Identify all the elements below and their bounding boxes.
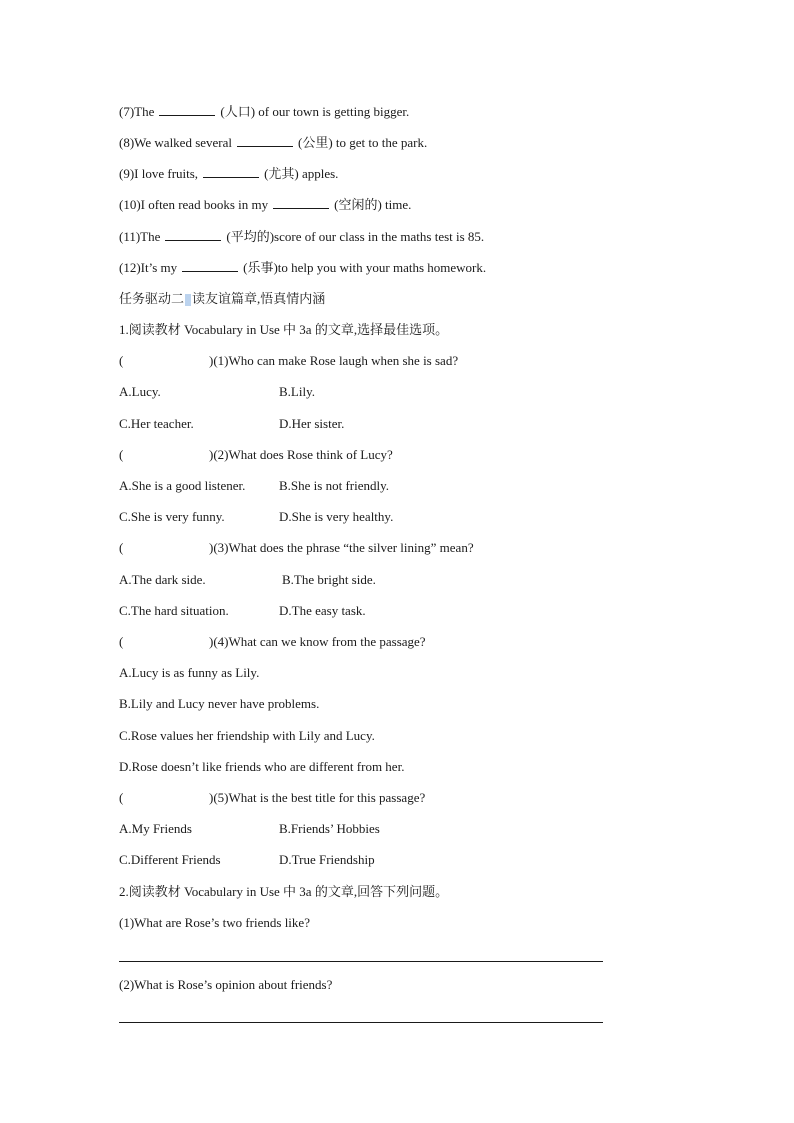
question-5 [119, 790, 425, 806]
cursor-marker-icon [185, 294, 191, 306]
question-1 [119, 353, 458, 369]
question-2 [119, 447, 393, 463]
answer-blank[interactable] [203, 166, 259, 178]
answer-blank[interactable] [159, 104, 215, 116]
question-4 [119, 634, 426, 650]
option-c: C.Rose values her friendship with Lily and Lucy. [119, 728, 375, 743]
fill-blank-prefix: (9)I love fruits, [119, 166, 199, 181]
fill-blank-7 [119, 104, 409, 120]
fill-blank-hint: (乐事)to help you with your maths homework. [243, 260, 487, 275]
option-d: D.True Friendship [279, 852, 375, 867]
option-c: C.Different Friends [119, 852, 221, 867]
answer-blank[interactable] [182, 260, 238, 272]
answer-blank[interactable] [237, 135, 293, 147]
fill-blank-8 [119, 135, 427, 151]
answer-line[interactable] [119, 1022, 603, 1023]
fill-blank-10 [119, 197, 411, 213]
part2-instruction: 2.阅读教材 Vocabulary in Use 中 3a 的文章,回答下列问题。 [119, 884, 449, 899]
option-c: C.Her teacher. [119, 416, 194, 431]
fill-blank-prefix: (8)We walked several [119, 135, 233, 150]
question-text: )(4)What can we know from the passage? [209, 634, 426, 649]
task-label: 任务驱动二 [119, 291, 185, 306]
fill-blank-prefix: (7)The [119, 104, 155, 119]
option-a: A.Lucy is as funny as Lily. [119, 665, 260, 680]
option-a: A.My Friends [119, 821, 192, 836]
fill-blank-hint: (人口) of our town is getting bigger. [220, 104, 410, 119]
option-a: A.The dark side. [119, 572, 206, 587]
option-b: B.She is not friendly. [279, 478, 390, 493]
question-text: )(3)What does the phrase “the silver lining” mean? [209, 540, 474, 555]
question-text: )(5)What is the best title for this passage? [209, 790, 426, 805]
fill-blank-hint: (空闲的) time. [334, 197, 412, 212]
option-a: A.Lucy. [119, 384, 161, 399]
question-3 [119, 540, 474, 556]
answer-paren[interactable]: ( [119, 634, 124, 649]
answer-blank[interactable] [273, 197, 329, 209]
answer-paren[interactable]: ( [119, 353, 124, 368]
question-text: )(2)What does Rose think of Lucy? [209, 447, 393, 462]
fill-blank-prefix: (11)The [119, 229, 161, 244]
part1-instruction: 1.阅读教材 Vocabulary in Use 中 3a 的文章,选择最佳选项。 [119, 322, 449, 337]
answer-blank[interactable] [165, 229, 221, 241]
option-b: B.Lily. [279, 384, 315, 399]
option-b: B.Lily and Lucy never have problems. [119, 696, 320, 711]
answer-paren[interactable]: ( [119, 540, 124, 555]
option-d: D.The easy task. [279, 603, 366, 618]
option-c: C.The hard situation. [119, 603, 229, 618]
option-d: D.Her sister. [279, 416, 345, 431]
fill-blank-prefix: (12)It’s my [119, 260, 178, 275]
fill-blank-12 [119, 260, 486, 276]
fill-blank-hint: (公里) to get to the park. [298, 135, 428, 150]
fill-blank-prefix: (10)I often read books in my [119, 197, 269, 212]
task-title: 读友谊篇章,悟真情内涵 [192, 291, 326, 306]
option-a: A.She is a good listener. [119, 478, 246, 493]
fill-blank-hint: (平均的)score of our class in the maths test is 85. [226, 229, 485, 244]
answer-paren[interactable]: ( [119, 447, 124, 462]
question-text: )(1)Who can make Rose laugh when she is sad? [209, 353, 459, 368]
task-heading [119, 291, 325, 307]
fill-blank-hint: (尤其) apples. [264, 166, 339, 181]
option-b: B.Friends’ Hobbies [279, 821, 380, 836]
option-c: C.She is very funny. [119, 509, 225, 524]
fill-blank-9 [119, 166, 338, 182]
open-question-1: (1)What are Rose’s two friends like? [119, 915, 310, 930]
answer-line[interactable] [119, 961, 603, 962]
option-d: D.She is very healthy. [279, 509, 394, 524]
option-d: D.Rose doesn’t like friends who are different from her. [119, 759, 405, 774]
option-b: B.The bright side. [282, 572, 376, 587]
fill-blank-11 [119, 229, 484, 245]
open-question-2: (2)What is Rose’s opinion about friends? [119, 977, 333, 992]
answer-paren[interactable]: ( [119, 790, 124, 805]
